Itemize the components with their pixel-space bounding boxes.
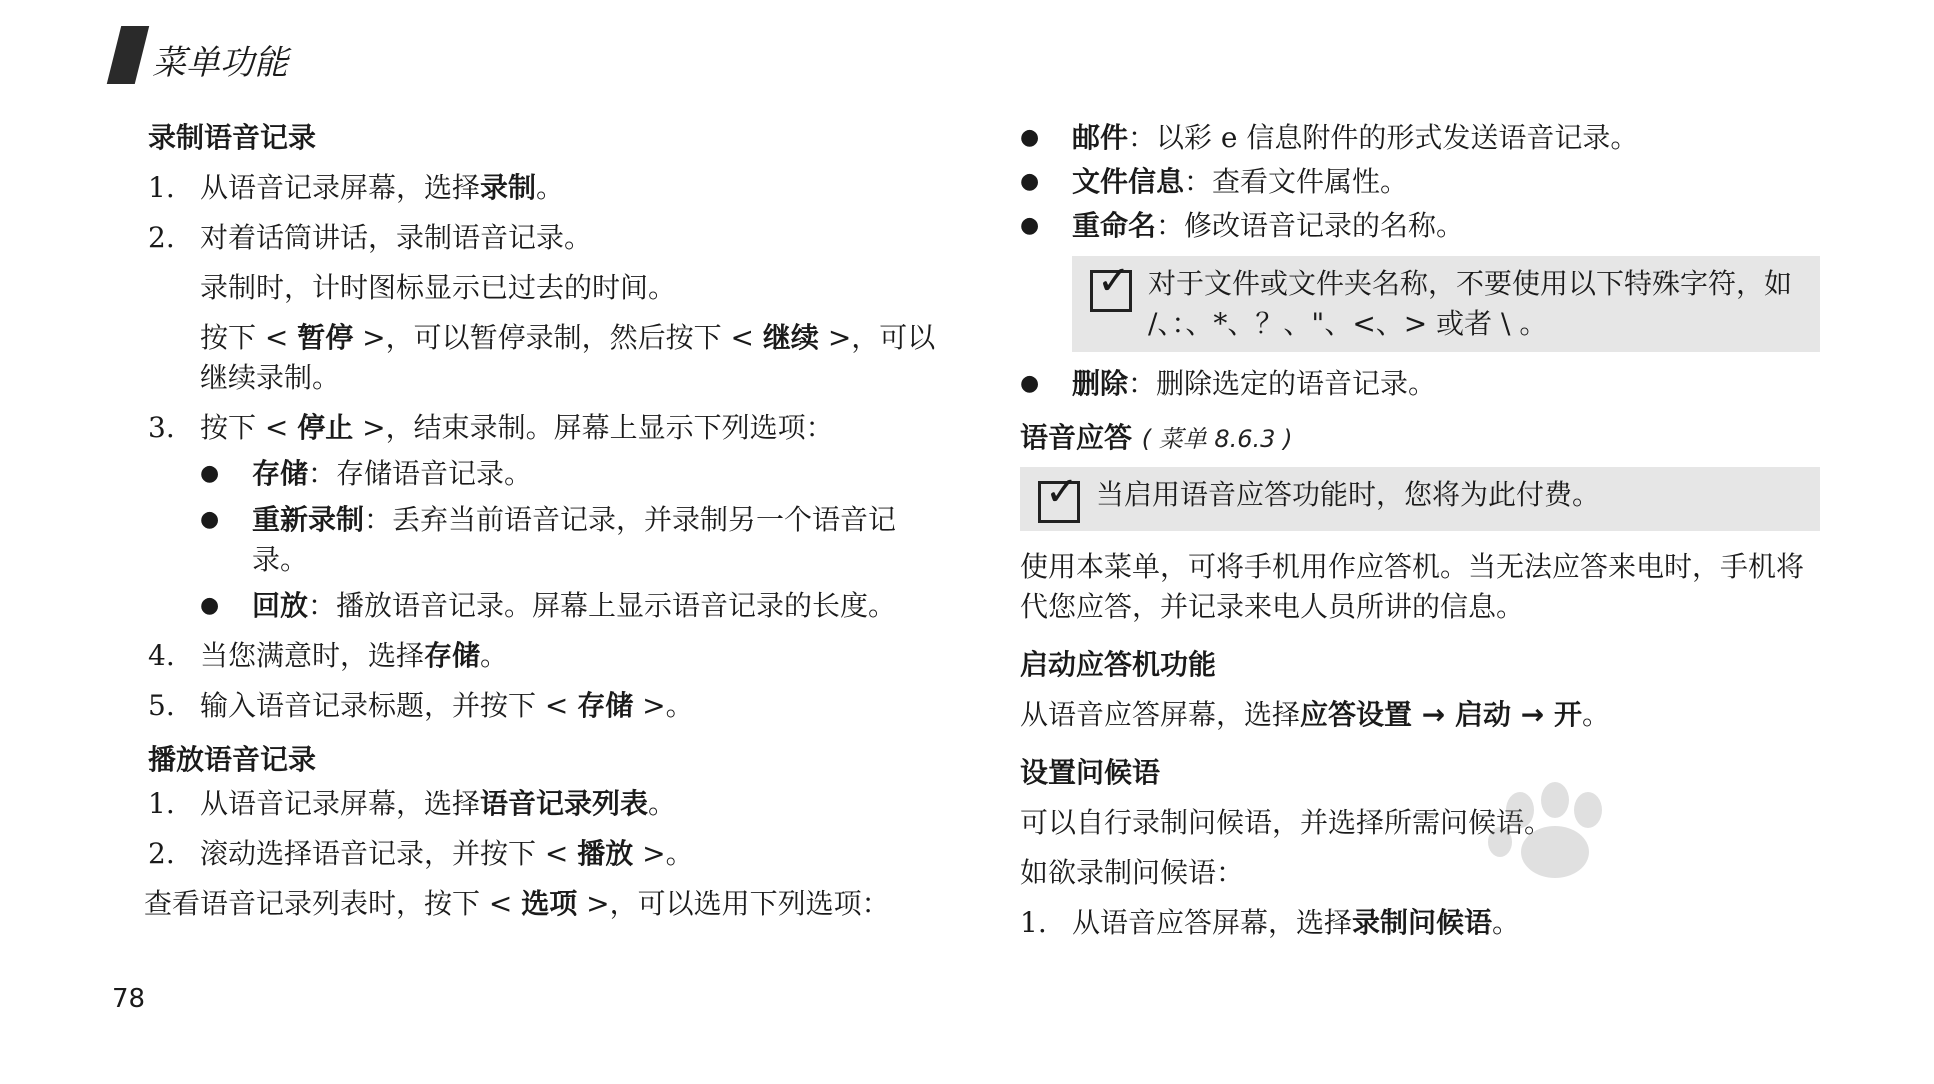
playback-options-intro [144,884,938,924]
record-step-2-detail-1: 录制时，计时图标显示已过去的时间。 [200,271,677,304]
key-options: 选项 [521,887,578,920]
note-text: 当启用语音应答功能时，您将为此付费。 [1096,478,1601,511]
option-label: 重新录制 [252,503,365,536]
section-title-playback: 播放语音记录 [148,743,317,776]
bullet-icon: ● [1020,169,1040,194]
section-title-record: 录制语音记录 [148,121,317,154]
step-bold: 录制 [480,171,537,204]
option-label: 邮件 [1072,121,1129,154]
option-item [200,586,938,626]
option-desc: ：删除选定的语音记录。 [1128,367,1437,400]
playback-step-1 [148,784,938,824]
right-column [1020,118,1820,943]
text: 当您满意时，选择 [200,639,425,672]
menu-ref: ( 菜单 8.6.3 ) [1141,425,1293,453]
option-desc: ：修改语音记录的名称。 [1156,209,1465,242]
text: 按下 < [200,321,298,354]
record-step-5 [148,686,938,726]
bullet-icon: ● [200,507,220,532]
step-number: 1. [148,787,175,820]
left-column [144,118,938,924]
voice-answer-desc: 使用本菜单，可将手机用作应答机。当无法应答来电时，手机将代您应答，并记录来电人员所讲的信息。 [1020,550,1805,623]
text: >，结束录制。屏幕上显示下列选项： [353,411,834,444]
section-title-greeting: 设置问候语 [1020,756,1161,789]
step-number: 5. [148,689,175,722]
note-text: 对于文件或文件夹名称，不要使用以下特殊字符，如 /、：、*、？、"、<、> 或者 \ 。 [1148,267,1793,340]
bullet-icon: ● [200,461,220,486]
menu-start: 启动 [1455,698,1512,731]
key-pause: 暂停 [297,321,354,354]
record-step-1 [148,168,938,208]
page-header [114,22,288,84]
arrow-right-icon: → [1511,698,1554,731]
option-label: 回放 [252,589,309,622]
option-item [200,500,938,580]
option-item [1020,118,1820,158]
charge-note [1020,467,1820,531]
start-answer-path [1020,695,1820,735]
step-text: 。 [536,171,565,204]
step-bold: 播放 [577,837,634,870]
title-text: 语音应答 [1020,421,1133,454]
text: >，可以选用下列选项： [577,887,890,920]
step-bold: 存储 [577,689,634,722]
menu-answer-settings: 应答设置 [1300,698,1413,731]
option-desc: ：以彩 e 信息附件的形式发送语音记录。 [1128,121,1639,154]
checkbox-note-icon: ✓ [1038,481,1080,523]
bullet-icon: ● [200,593,220,618]
text: 。 [1582,698,1611,731]
step-number: 3. [148,411,175,444]
section-title-start-answer: 启动应答机功能 [1020,648,1217,681]
option-item [200,454,938,494]
option-desc: ：播放语音记录。屏幕上显示语音记录的长度。 [308,589,897,622]
page-number: 78 [112,984,146,1014]
step-number: 1. [1020,906,1047,939]
option-label: 删除 [1072,367,1129,400]
option-label: 存储 [252,457,309,490]
bullet-icon: ● [1020,371,1040,396]
text: 。 [480,639,509,672]
text: 。 [648,787,677,820]
checkbox-note-icon: ✓ [1090,270,1132,312]
record-step-2 [148,218,938,258]
option-desc: ：丢弃当前语音记录，并录制另一个语音记录。 [252,503,897,576]
step-bold: 存储 [424,639,481,672]
text: >，可以继续录制。 [200,321,936,394]
step-number: 4. [148,639,175,672]
text: 查看语音记录列表时，按下 < [144,887,522,920]
header-title: 菜单功能 [152,43,288,83]
greeting-step-1 [1020,903,1820,943]
filename-note [1072,256,1820,352]
arrow-right-icon: → [1412,698,1455,731]
text: >。 [633,689,694,722]
record-step-2-detail-2 [200,318,938,398]
menu-on: 开 [1553,698,1582,731]
header-bar-icon [107,26,149,84]
step-number: 2. [148,221,175,254]
record-step-3 [148,408,938,448]
section-title-voice-answer [1020,418,1820,459]
key-continue: 继续 [762,321,819,354]
option-item [1020,364,1820,404]
text: 从语音记录屏幕，选择 [200,787,481,820]
text: 滚动选择语音记录，并按下 < [200,837,578,870]
greeting-intro: 如欲录制问候语： [1020,856,1245,889]
bullet-icon: ● [1020,125,1040,150]
option-label: 文件信息 [1072,165,1185,198]
text: 。 [1492,906,1521,939]
option-desc: ：存储语音记录。 [308,457,533,490]
step-bold: 语音记录列表 [480,787,649,820]
option-item [1020,162,1820,202]
greeting-desc: 可以自行录制问候语，并选择所需问候语。 [1020,806,1553,839]
text: >，可以暂停录制，然后按下 < [353,321,763,354]
option-desc: ：查看文件属性。 [1184,165,1409,198]
text: 按下 < [200,411,298,444]
option-label: 重命名 [1072,209,1157,242]
text: 输入语音记录标题，并按下 < [200,689,578,722]
record-step-4 [148,636,938,676]
step-text: 对着话筒讲话，录制语音记录。 [200,221,593,254]
step-text: 从语音记录屏幕，选择 [200,171,481,204]
step-number: 1. [148,171,175,204]
key-stop: 停止 [297,411,354,444]
playback-step-2 [148,834,938,874]
text: 从语音应答屏幕，选择 [1020,698,1301,731]
step-bold: 录制问候语 [1352,906,1493,939]
step-number: 2. [148,837,175,870]
text: >。 [633,837,694,870]
text: 从语音应答屏幕，选择 [1072,906,1353,939]
option-item [1020,206,1820,246]
bullet-icon: ● [1020,213,1040,238]
